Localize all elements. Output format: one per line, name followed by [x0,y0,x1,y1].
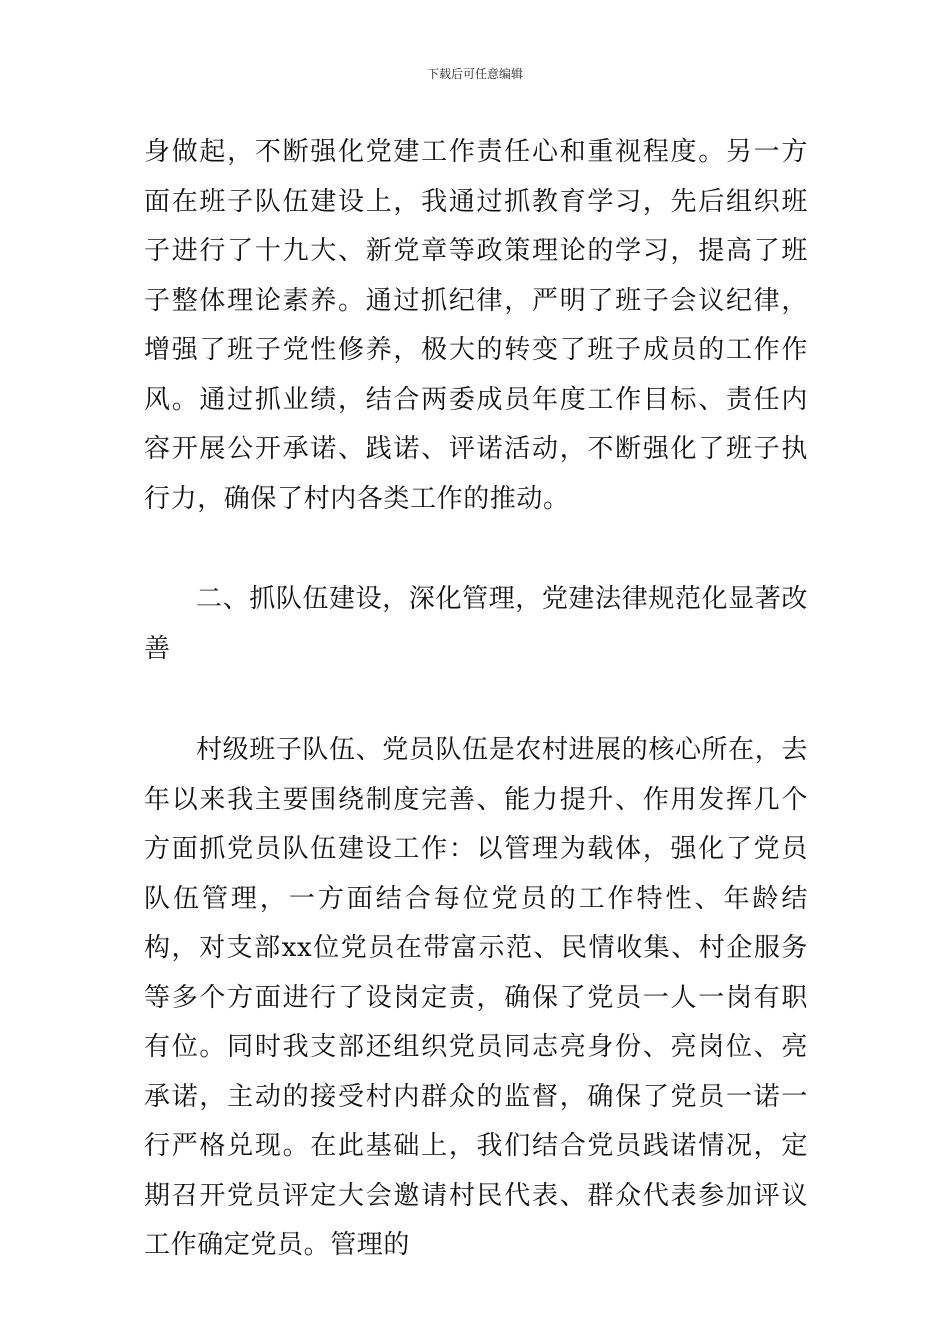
paragraph-2: 村级班子队伍、党员队伍是农村进展的核心所在，去年以来我主要围绕制度完善、能力提升、作用发挥几个方面抓党员队伍建设工作：以管理为载体，强化了党员队伍管理，一方面结合每位党员的工作特性、年龄结构，对支部xx位党员在带富示范、民情收集、村企服务等多个方面进行了设岗定责，确保了党员一人一岗有职有位。同时我支部还组织党员同志亮身份、亮岗位、亮承诺，主动的接受村内群众的监督，确保了党员一诺一行严格兑现。在此基础上，我们结合党员践诺情况，定期召开党员评定大会邀请村民代表、群众代表参加评议工作确定党员。管理的 [144,735,808,1260]
paragraph-1: 身做起，不断强化党建工作责任心和重视程度。另一方面在班子队伍建设上，我通过抓教育学习，先后组织班子进行了十九大、新党章等政策理论的学习，提高了班子整体理论素养。通过抓纪律，严明了班子会议纪律，增强了班子党性修养，极大的转变了班子成员的工作作风。通过抓业绩，结合两委成员年度工作目标、责任内容开展公开承诺、践诺、评诺活动，不断强化了班子执行力，确保了村内各类工作的推动。 [144,137,808,514]
page-header-note: 下载后可任意编辑 [426,67,523,81]
section-heading-2: 二、抓队伍建设，深化管理，党建法律规范化显著改善 [144,584,808,664]
